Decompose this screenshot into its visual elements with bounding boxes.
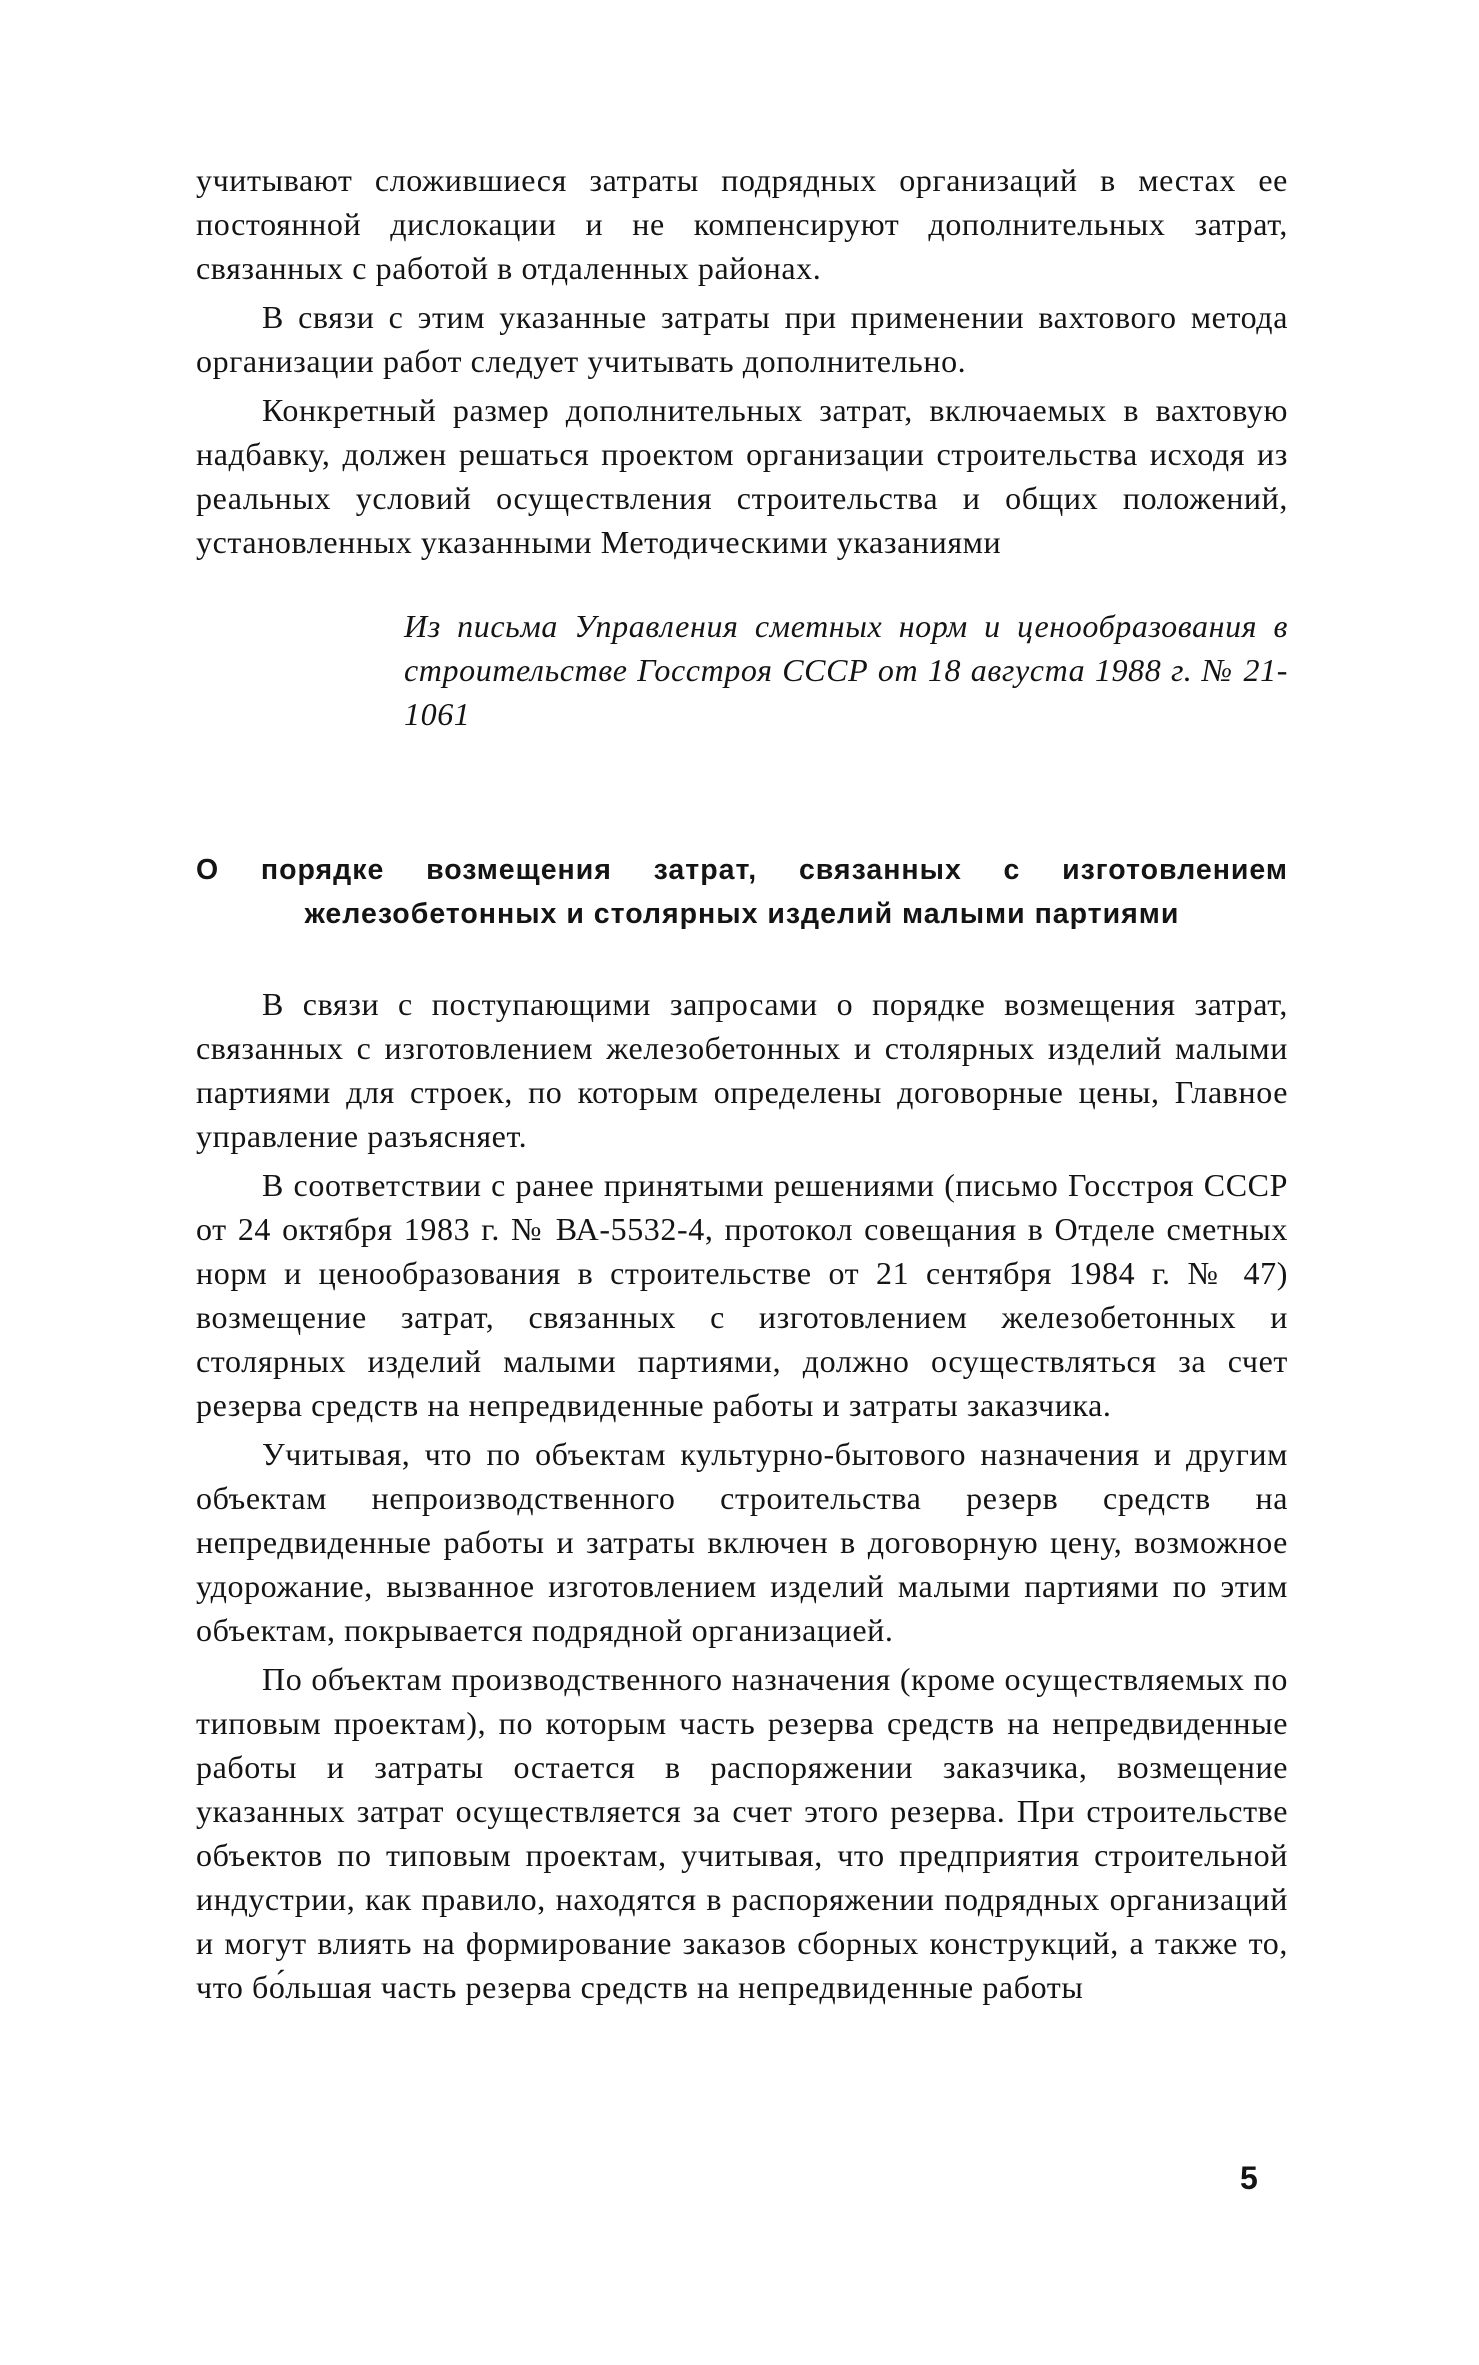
section-paragraph-3: Учитывая, что по объектам культурно-бытового назначения и другим объектам непроизводственного строительства резерв средств на непредвиденные работы и затраты включен в договорную цену, возможное удорожание, вызванное изготовлением изделий малыми партиями по этим объектам, покрывается подрядной организацией. xyxy=(196,1436,1288,1648)
section-heading xyxy=(196,848,1288,936)
intro-paragraph-3: Конкретный размер дополнительных затрат, включаемых в вахтовую надбавку, должен решаться проектом организации строительства исходя из реальных условий осуществления строительства и общих положений, установленных указанными Методическими указаниями xyxy=(196,392,1288,560)
section-paragraph-2: В соответствии с ранее принятыми решениями (письмо Госстроя СССР от 24 октября 1983 г. № ВА-5532-4, протокол совещания в Отделе сметных норм и ценообразования в строительстве от 21 сентября 1984 г. № 47) возмещение затрат, связанных с изготовлением железобетонных и столярных изделий малыми партиями, должно осуществляться за счет резерва средств на непредвиденные работы и затраты заказчика. xyxy=(196,1167,1288,1423)
page-number: 5 xyxy=(1240,2160,1258,2196)
intro-paragraph-2: В связи с этим указанные затраты при применении вахтового метода организации работ следует учитывать дополнительно. xyxy=(196,299,1288,379)
source-note: Из письма Управления сметных норм и ценообразования в строительстве Госстроя СССР от 18 августа 1988 г. № 21-1061 xyxy=(404,608,1288,732)
document-page xyxy=(196,158,1288,2009)
section-heading-line-2: железобетонных и столярных изделий малыми партиями xyxy=(304,898,1180,930)
section-paragraph-4: По объектам производственного назначения (кроме осуществляемых по типовым проектам), по которым часть резерва средств на непредвиденные работы и затраты остается в распоряжении заказчика, возмещение указанных затрат осуществляется за счет этого резерва. При строительстве объектов по типовым проектам, учитывая, что предприятия строительной индустрии, как правило, находятся в распоряжении подрядных организаций и могут влиять на формирование заказов сборных конструкций, а также то, что бо́льшая часть резерва средств на непредвиденные работы xyxy=(196,1661,1288,2005)
section-paragraph-1: В связи с поступающими запросами о порядке возмещения затрат, связанных с изготовлением железобетонных и столярных изделий малыми партиями для строек, по которым определены договорные цены, Главное управление разъясняет. xyxy=(196,986,1288,1154)
intro-paragraph-1: учитывают сложившиеся затраты подрядных организаций в местах ее постоянной дислокации и не компенсируют дополнительных затрат, связанных с работой в отдаленных районах. xyxy=(196,162,1288,286)
section-heading-line-1: О порядке возмещения затрат, связанных с изготовлением xyxy=(196,854,1288,886)
